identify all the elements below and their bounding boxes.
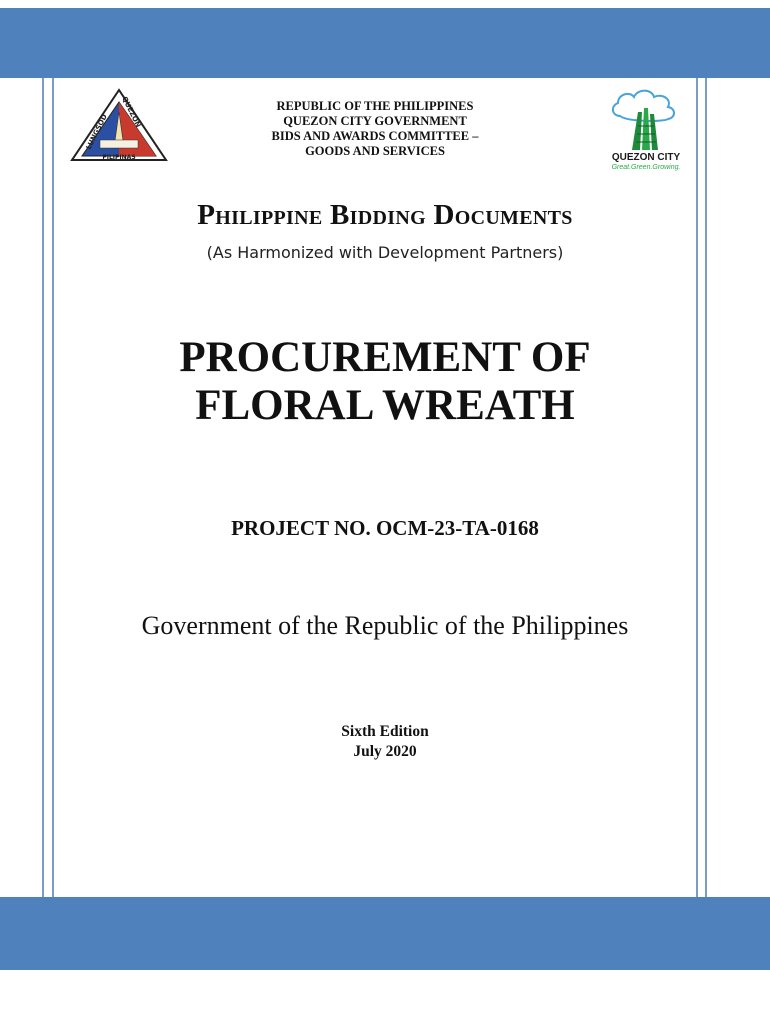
procurement-title-line-1: PROCUREMENT OF: [179, 334, 591, 381]
edition-label: Sixth Edition: [341, 723, 429, 740]
government-line: Government of the Republic of the Philippines: [141, 611, 629, 640]
qc-logo-tagline: Great.Green.Growing.: [611, 164, 681, 171]
letterhead-line-4: GOODS AND SERVICES: [305, 144, 445, 158]
quezon-city-logo: [598, 86, 690, 172]
project-number: PROJECT NO. OCM-23-TA-0168: [231, 516, 539, 540]
procurement-title-line-2: FLORAL WREATH: [195, 382, 575, 429]
seal-text-left: LUNGSOD: [84, 113, 109, 151]
edition-block: [0, 722, 770, 762]
seal-text-right: QUEZON: [120, 95, 143, 129]
letterhead-line-1: REPUBLIC OF THE PHILIPPINES: [276, 99, 474, 113]
footer-band: [0, 897, 770, 970]
document-title: Philippine Bidding Documents: [197, 199, 573, 231]
letterhead-line-3: BIDS AND AWARDS COMMITTEE –: [271, 129, 479, 143]
document-subtitle: (As Harmonized with Development Partners): [206, 243, 564, 262]
letterhead-line-2: QUEZON CITY GOVERNMENT: [283, 114, 467, 128]
edition-date: July 2020: [353, 743, 417, 760]
qc-logo-name: QUEZON CITY: [611, 152, 681, 163]
seal-text-bottom: PILIPINAS: [102, 154, 136, 161]
letterhead: [215, 99, 535, 159]
procurement-title: [0, 334, 770, 430]
header-band: [0, 8, 770, 78]
quezon-city-seal-logo: [70, 88, 168, 162]
